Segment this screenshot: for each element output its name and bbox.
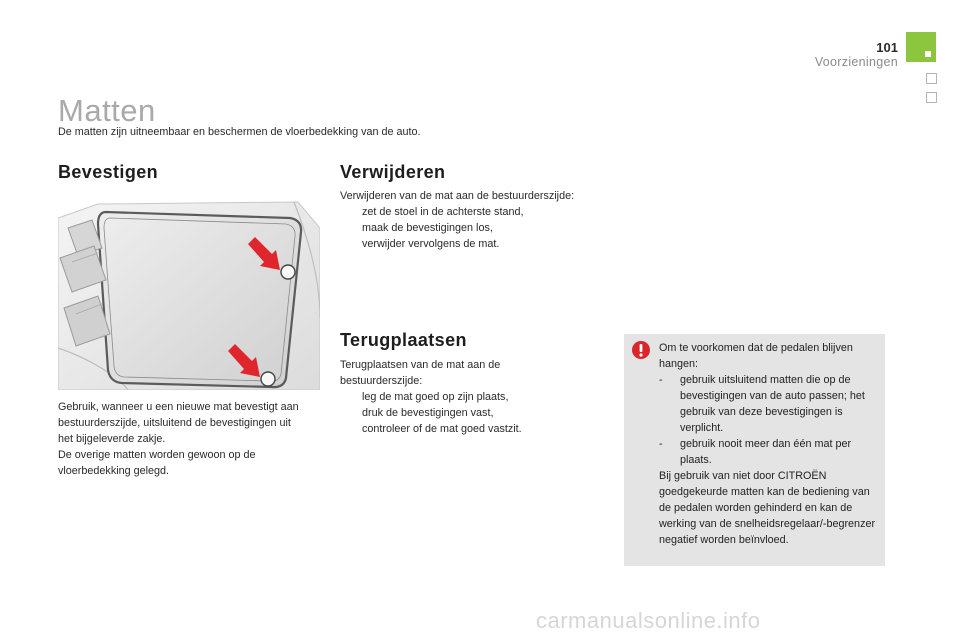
page-title: Matten [58,93,156,128]
verwijderen-list [340,204,610,252]
warning-closing: Bij gebruik van niet door CITROËN goedgekeurde matten kan de bediening van de pedalen worden gehinderd en kan de werking van de snelheidsregelaar/-begrenzer negatief worden beïnvloed. [659,470,876,546]
verwijderen-text [340,188,610,252]
section-tab[interactable] [926,73,937,84]
bevestigen-paragraph: De overige matten worden gewoon op de vloerbedekking gelegd. [58,449,256,477]
warning-intro: Om te voorkomen dat de pedalen blijven hangen: [659,342,853,370]
section-tab[interactable] [926,92,937,103]
section-label: Voorzieningen [814,55,898,69]
page-number: 101 [876,40,898,55]
list-item: leg de mat goed op zijn plaats, [362,391,509,403]
verwijderen-intro: Verwijderen van de mat aan de bestuurderszijde: [340,190,575,202]
heading-bevestigen: Bevestigen [58,162,159,182]
terugplaatsen-text [340,357,540,437]
list-item: controleer of de mat goed vastzit. [362,423,522,435]
warning-box [624,334,885,566]
warning-item: - gebruik uitsluitend matten die op de bevestigingen van de auto passen; het gebruik van deze bevestigingen is verplicht. [659,374,865,434]
watermark: carmanualsonline.info [536,608,761,633]
list-item: verwijder vervolgens de mat. [362,238,500,250]
terugplaatsen-intro: Terugplaatsen van de mat aan de bestuurderszijde: [340,359,501,387]
list-item: druk de bevestigingen vast, [362,407,494,419]
tab-marker-icon [925,51,931,57]
floor-mat-illustration [58,198,320,390]
warning-text [659,340,883,548]
heading-verwijderen: Verwijderen [340,162,446,182]
bevestigen-paragraph: Gebruik, wanneer u een nieuwe mat bevestigt aan bestuurderszijde, uitsluitend de bevestigingen uit het bijgeleverde zakje. [58,401,299,445]
list-item: zet de stoel in de achterste stand, [362,206,524,218]
bevestigen-text [58,399,308,479]
heading-terugplaatsen: Terugplaatsen [340,330,467,350]
terugplaatsen-list [340,389,540,437]
warning-item: - gebruik nooit meer dan één mat per plaats. [659,438,852,466]
section-tab-active[interactable] [906,32,936,62]
list-item: maak de bevestigingen los, [362,222,493,234]
intro-text: De matten zijn uitneembaar en beschermen de vloerbedekking van de auto. [58,126,421,138]
exclamation-warning-icon [632,341,650,359]
